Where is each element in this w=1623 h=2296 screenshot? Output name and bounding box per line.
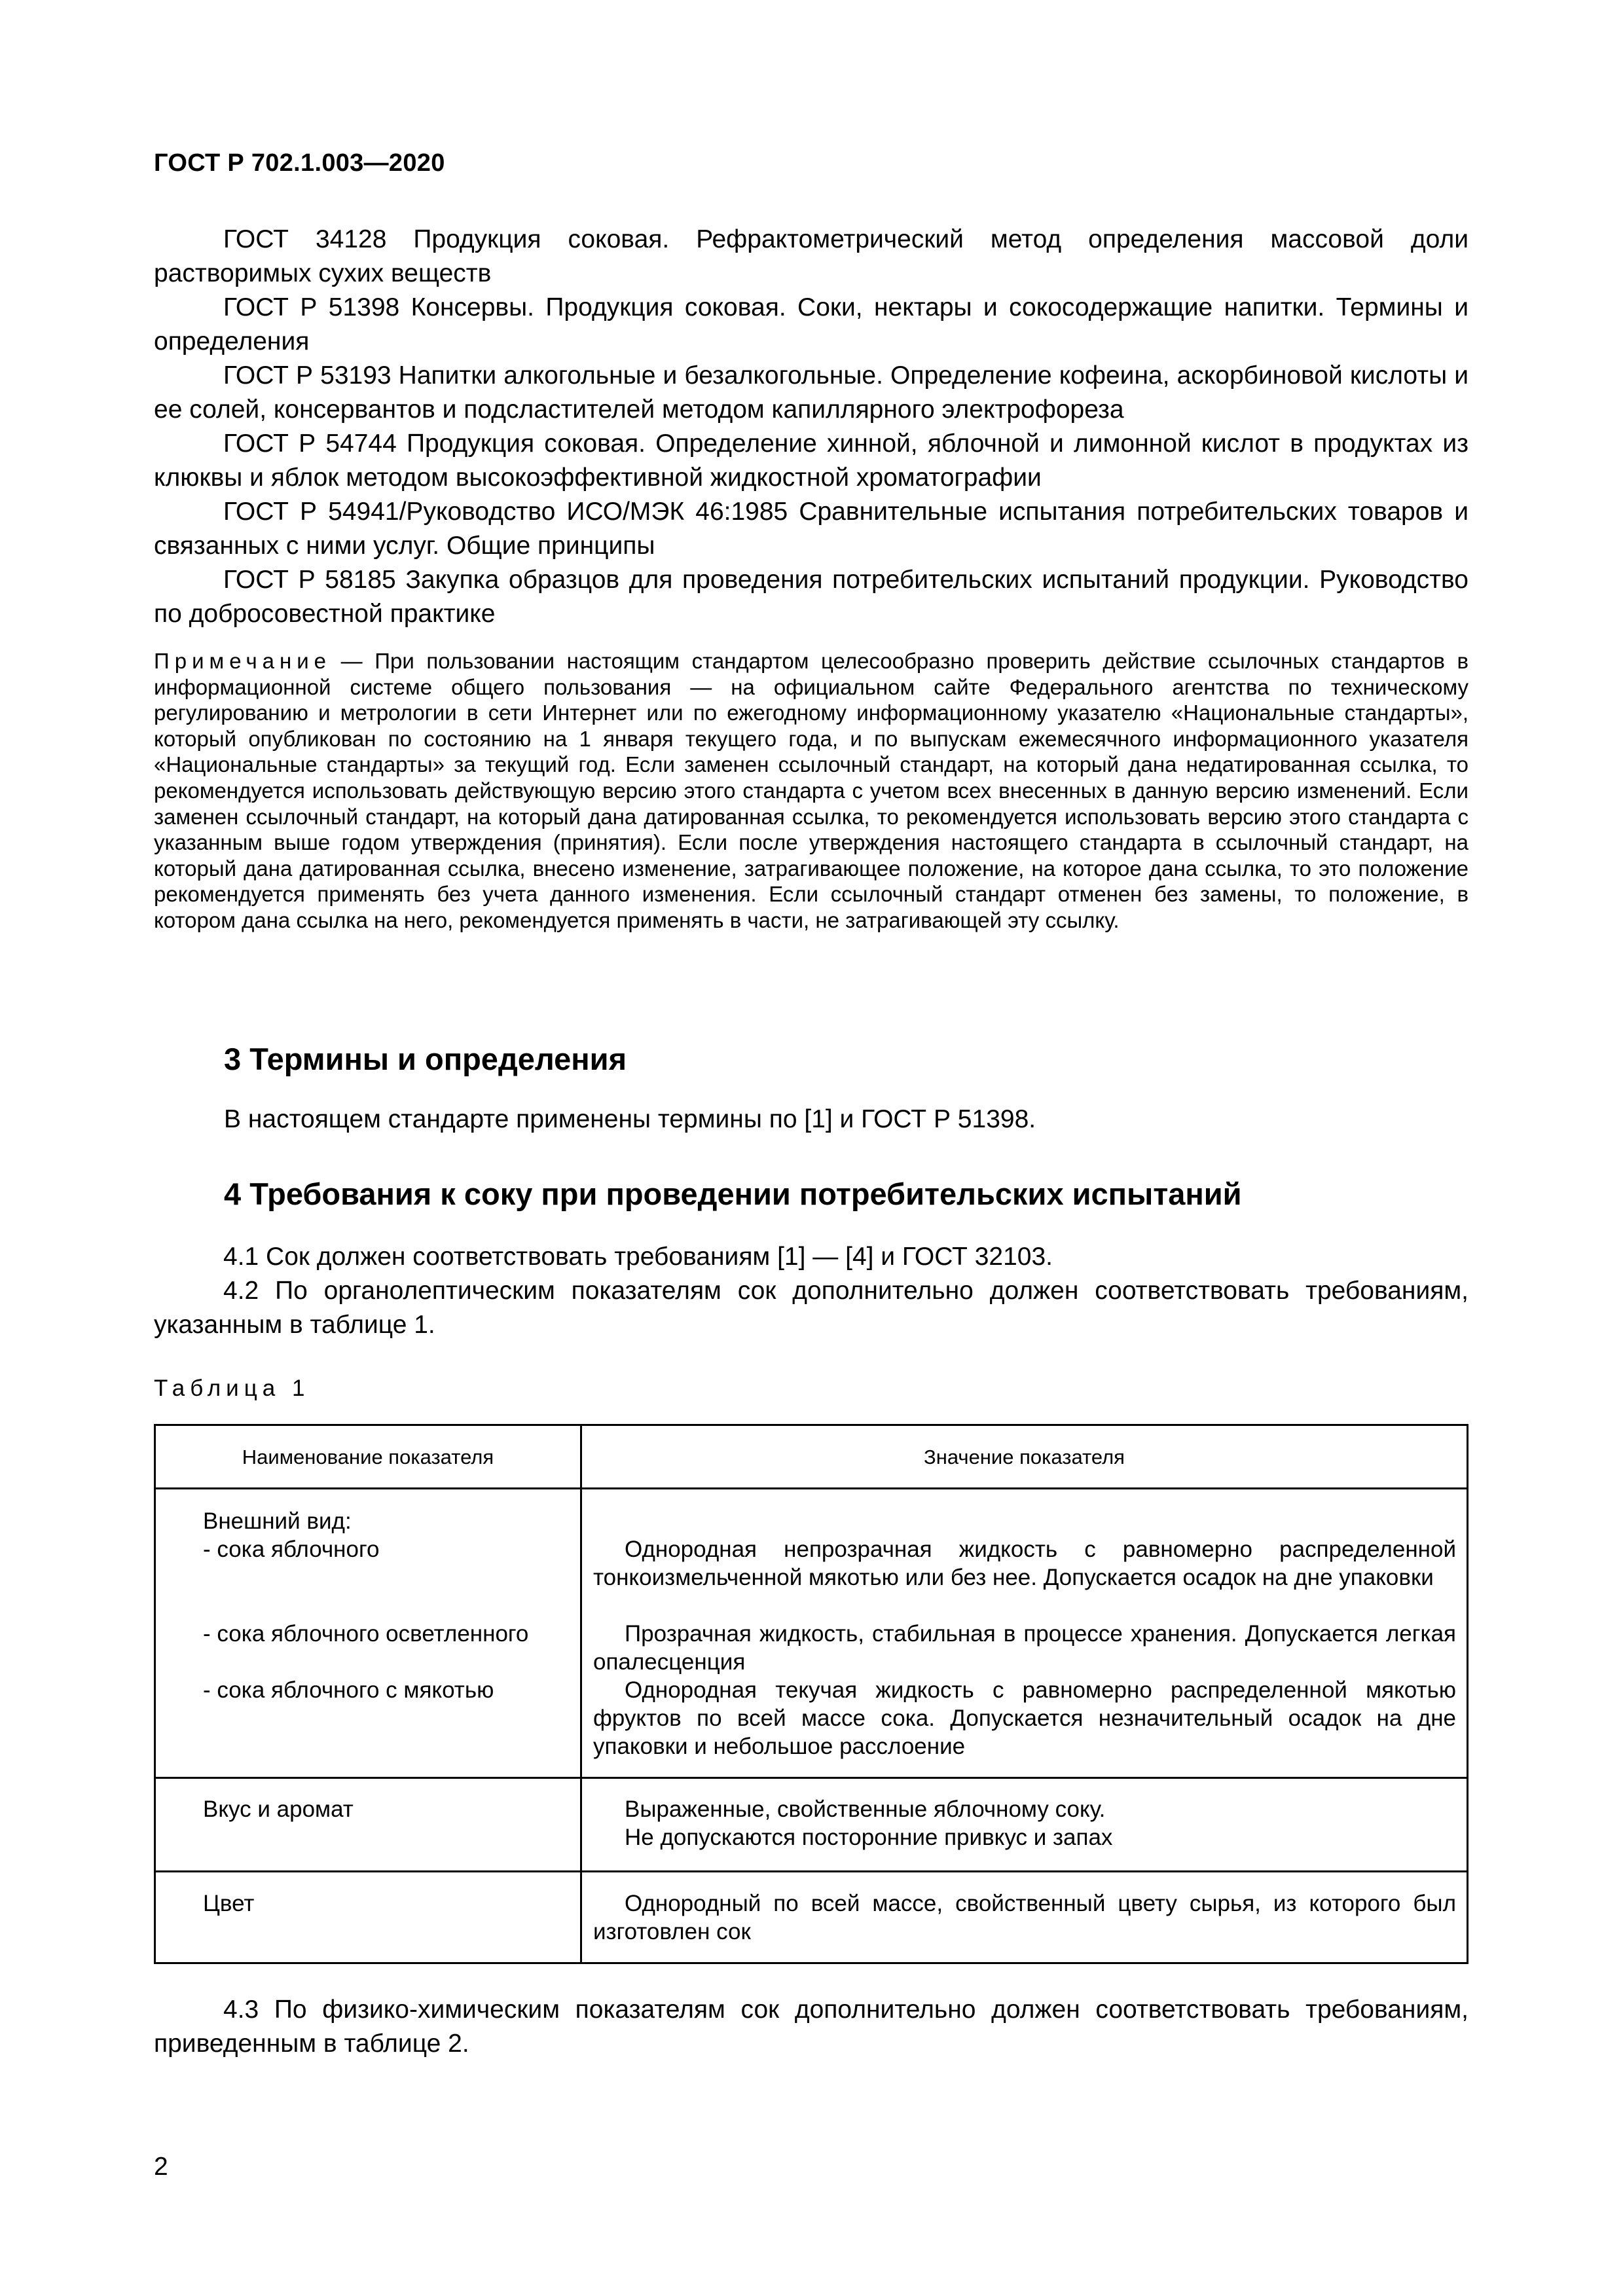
paragraph-4-1: 4.1 Сок должен соответствовать требованиям [1] — [4] и ГОСТ 32103. [223,1243,1053,1271]
table-1 [154,1424,1468,1964]
table-cell-value: Однородная непрозрачная жидкость с равномерно распределенной тонкоизмельченной мякотью или без нее. Допускается осадок на дне упаковки [593,1537,1456,1590]
table-cell-appearance-title: Внешний вид: [203,1508,352,1534]
section-4-continued [154,1993,1468,2061]
table-cell-value: Однородная текучая жидкость с равномерно распределенной мякотью фруктов по всей массе сока. Допускается незначительный осадок на дне упаковки и небольшое расслоение [593,1677,1456,1759]
note-label: Примечание [154,649,332,673]
note-text: При пользовании настоящим стандартом целесообразно проверить действие ссылочных стандартов в информационной системе общего пользования — на официальном сайте Федерального агентства по техническому регулированию и метрологии в сети Интернет или по ежегодному информационному указателю «Национальные стандарты», который опубликован по состоянию на 1 января текущего года, и по выпускам ежемесячного информационного указателя «Национальные стандарты» за текущий год. Если заменен ссылочный стандарт, на который дана недатированная ссылка, то рекомендуется использовать действующую версию этого стандарта с учетом всех внесенных в данную версию изменений. Если заменен ссылочный стандарт, на который дана датированная ссылка, то рекомендуется использовать версию этого стандарта с указанным выше годом утверждения (принятия). Если после утверждения настоящего стандарта в ссылочный стандарт, на который дана датированная ссылка, внесено изменение, затрагивающее положение, на которое дана ссылка, то это положение рекомендуется применять без учета данного изменения. Если ссылочный стандарт отменен без замены, то положение, в котором дана ссылка на него, рекомендуется применять в части, не затрагивающей эту ссылку. [154,649,1468,932]
paragraph-4-2: 4.2 По органолептическим показателям сок дополнительно должен соответствовать требованиям, указанным в таблице 1. [154,1277,1468,1339]
table-caption: Таблица 1 [154,1376,310,1401]
note-dash: — [329,649,375,673]
section-3-text: В настоящем стандарте применены термины по [1] и ГОСТ Р 51398. [224,1105,1036,1133]
reference-item: ГОСТ Р 54744 Продукция соковая. Определение хинной, яблочной и лимонной кислот в продуктах из клюквы и яблок методом высокоэффективной жидкостной хроматографии [154,429,1468,492]
normative-references-list [154,223,1468,631]
table-cell-value: Не допускаются посторонние привкус и запах [625,1825,1113,1850]
page-number: 2 [154,2153,168,2181]
table-row-divider [156,1870,1467,1872]
section-4-paragraphs [154,1240,1468,1342]
table-cell-value: Выраженные, свойственные яблочному соку. [625,1796,1106,1822]
reference-item: ГОСТ Р 51398 Консервы. Продукция соковая. Соки, нектары и сокосодержащие напитки. Термины и определения [154,293,1468,355]
table-cell-name: - сока яблочного [203,1537,380,1562]
table-cell-value: Однородный по всей массе, свойственный цвету сырья, из которого был изготовлен сок [593,1891,1456,1944]
table-row-divider [156,1777,1467,1779]
table-column-divider [580,1426,582,1962]
reference-item: ГОСТ Р 53193 Напитки алкогольные и безалкогольные. Определение кофеина, аскорбиновой кислоты и ее солей, консервантов и подсластителей методом капиллярного электрофореза [154,361,1468,424]
table-cell-name: Вкус и аромат [203,1796,354,1822]
table-cell-name: Цвет [203,1891,255,1916]
table-cell-value: Прозрачная жидкость, стабильная в процессе хранения. Допускается легкая опалесценция [593,1621,1456,1675]
note-block [154,648,1468,934]
table-cell-name: - сока яблочного с мякотью [203,1677,494,1703]
reference-item: ГОСТ Р 58185 Закупка образцов для проведения потребительских испытаний продукции. Руководство по добросовестной практике [154,566,1468,628]
section-4-title: 4 Требования к соку при проведении потребительских испытаний [224,1176,1242,1211]
table-header-name: Наименование показателя [242,1446,494,1468]
reference-item: ГОСТ Р 54941/Руководство ИСО/МЭК 46:1985 Сравнительные испытания потребительских товаров и связанных с ними услуг. Общие принципы [154,498,1468,560]
reference-item: ГОСТ 34128 Продукция соковая. Рефрактометрический метод определения массовой доли растворимых сухих веществ [154,225,1468,287]
table-header-value: Значение показателя [924,1446,1125,1468]
section-3-title: 3 Термины и определения [224,1042,627,1076]
document-header: ГОСТ Р 702.1.003—2020 [154,149,445,177]
paragraph-4-3: 4.3 По физико-химическим показателям сок дополнительно должен соответствовать требованиям, приведенным в таблице 2. [154,1995,1468,2058]
table-cell-name: - сока яблочного осветленного [203,1621,529,1647]
